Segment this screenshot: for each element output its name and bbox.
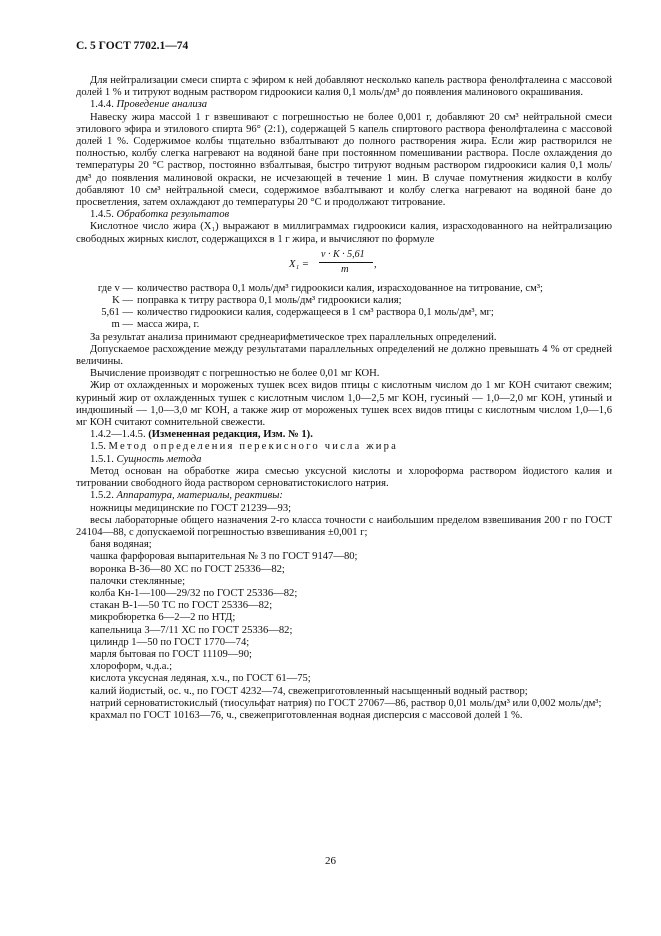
formula-fraction-bar — [319, 262, 373, 263]
formula-lhs: X₁ = — [289, 258, 309, 270]
page-body — [76, 75, 612, 722]
list-item: чашка фарфоровая выпарительная № 3 по ГОСТ 9147—80; — [90, 551, 358, 563]
formula-end: , — [374, 258, 377, 270]
list-item: капельница 3—7/11 ХС по ГОСТ 25336—82; — [90, 624, 293, 636]
section-heading-1-5: 1.5. Метод определения перекисного числа жира — [90, 441, 399, 453]
list-item: кислота уксусная ледяная, х.ч., по ГОСТ 61—75; — [90, 673, 311, 685]
list-item: натрий серноватистокислый (тиосульфат натрия) по ГОСТ 27067—86, раствор 0,01 моль/дм³ или 0,002 моль/дм³; — [90, 697, 602, 709]
formula-denominator: m — [341, 263, 349, 275]
list-item: микробюретка 6—2—2 по НТД; — [90, 612, 236, 624]
definition-row: K — поправка к титру раствора 0,1 моль/дм³ гидроокиси калия; — [112, 295, 402, 307]
formula-definitions — [76, 283, 612, 332]
section-heading-1-5-1: 1.5.1. Сущность метода — [90, 453, 202, 465]
acid-number-formula — [76, 248, 612, 280]
list-item: весы лабораторные общего назначения 2-го класса точности с наибольшим пределом взвешивания 200 г по ГОСТ 24104—88, с допускаемой погрешностью взвешивания ±0,001 г; — [76, 514, 612, 538]
paragraph-neutralization: Для нейтрализации смеси спирта с эфиром к ней добавляют несколько капель раствора фенолфталеина с массовой долей 1 % и титруют водным раствором гидроокиси калия 0,1 моль/дм³ до появления малинового окрашивания. — [76, 75, 612, 99]
equipment-list — [76, 503, 612, 723]
list-item: колба Кн-1—100—29/32 по ГОСТ 25336—82; — [90, 587, 298, 599]
paragraph-method-essence: Метод основан на обработке жира смесью уксусной кислоты и хлороформа раствором йодистого калия и титровании свободного йода раствором серноватистокислого натрия. — [76, 465, 612, 490]
formula-numerator: v · K · 5,61 — [321, 248, 365, 260]
paragraph-tolerance: Допускаемое расхождение между результатами параллельных определений не должно превышать 4 % от средней величины. — [76, 343, 612, 368]
section-heading-1-4-4: 1.4.4. Проведение анализа — [90, 99, 208, 111]
list-item: крахмал по ГОСТ 10163—76, ч., свежеприготовленная водная дисперсия с массовой долей 1 %. — [90, 709, 523, 721]
definition-row: 5,61 — количество гидроокиси калия, содержащееся в 1 см³ раствора 0,1 моль/дм³, мг; — [101, 307, 494, 319]
list-item: марля бытовая по ГОСТ 11109—90; — [90, 648, 252, 660]
list-item: цилиндр 1—50 по ГОСТ 1770—74; — [90, 636, 250, 648]
paragraph-analysis-procedure: Навеску жира массой 1 г взвешивают с погрешностью не более 0,001 г, добавляют 20 см³ нейтральной смеси этилового эфира и этилового спирта 96° (2:1), содержащей 5 капель спиртового раствора фенолфталеина с массовой долей 1 %. Содержимое колбы тщательно взбалтывают до полного растворения жира. Если жир растворился не полностью, колбу слегка нагревают на водяной бане при постоянном помешивании раствора. После охлаждения до температуры 20 °С раствор, постоянно взбалтывая, быстро титруют водным раствором гидроокиси калия 0,1 моль/дм³ до появления малиновой окраски, не исчезающей в течение 1 мин. В случае помутнения жидкости в колбу добавляют 10 см³ нейтральной смеси, содержимое взбалтывают и колбу слегка нагревают на водяной бане до просветления, затем охлаждают до температуры 20 °С и продолжают титрование. — [76, 111, 612, 209]
page-number: 26 — [325, 855, 336, 867]
list-item: воронка В-36—80 ХС по ГОСТ 25336—82; — [90, 563, 285, 575]
paragraph-precision: Вычисление производят с погрешностью не более 0,01 мг КОН. — [90, 368, 380, 380]
paragraph-acid-number: Кислотное число жира (X₁) выражают в миллиграммах гидроокиси калия, израсходованного на нейтрализацию свободных жирных кислот, содержащихся в 1 г жира, и вычисляют по формуле — [76, 221, 612, 245]
definition-row: m — масса жира, г. — [111, 319, 200, 331]
list-item: хлороформ, ч.д.а.; — [90, 661, 173, 673]
paragraph-amendment: 1.4.2—1.4.5. (Измененная редакция, Изм. № 1). — [90, 429, 313, 441]
section-heading-1-5-2: 1.5.2. Аппаратура, материалы, реактивы: — [90, 490, 283, 502]
page-header: С. 5 ГОСТ 7702.1—74 — [76, 40, 189, 52]
list-item: калий йодистый, ос. ч., по ГОСТ 4232—74, свежеприготовленный насыщенный водный раствор; — [90, 685, 528, 697]
definition-row: где v — количество раствора 0,1 моль/дм³ гидроокиси калия, израсходованное на титрование, см³; — [97, 282, 543, 294]
list-item: стакан В-1—50 ТС по ГОСТ 25336—82; — [90, 600, 273, 612]
list-item: ножницы медицинские по ГОСТ 21239—93; — [90, 502, 292, 514]
paragraph-freshness: Жир от охлажденных и мороженых тушек всех видов птицы с кислотным числом до 1 мг КОН считают свежим; куриный жир от охлажденных тушек с кислотным числом 1,0—2,5 мг КОН, гусиный — 1,0—2,0 мг КОН, утиный и индюшиный — 1,0—3,0 мг КОН, а также жир от мороженых тушек всех видов птицы с кислотным числом 1,0—1,6 мг КОН считают сомнительной свежести. — [76, 380, 612, 429]
section-heading-1-4-5: 1.4.5. Обработка результатов — [90, 209, 230, 221]
paragraph-result: За результат анализа принимают среднеарифметическое трех параллельных определений. — [90, 331, 497, 343]
list-item: баня водяная; — [90, 539, 152, 551]
list-item: палочки стеклянные; — [90, 575, 186, 587]
